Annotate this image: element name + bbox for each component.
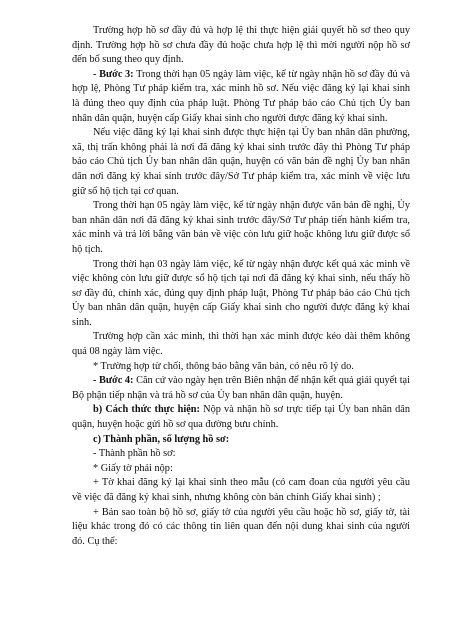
paragraph-verification-response: Trong thời hạn 05 ngày làm việc, kể từ ngày nhận được văn bản đề nghị, Ủy ban nhân dân nơi đã đăng ký khai sinh trước đây/Sở Tư pháp tiến hành kiểm tra, xác minh và trả lời bằng văn bản về việc còn lưu giữ hoặc không lưu giữ được sổ hộ tịch.: [72, 200, 410, 255]
paragraph-method: b) Cách thức thực hiện: Nộp và nhận hồ sơ trực tiếp tại Ủy ban nhân dân quận, huyện hoặc gửi hồ sơ qua đường bưu chính.: [72, 404, 410, 431]
paragraph-step-4: - Bước 4: Căn cứ vào ngày hẹn trên Biên nhận để nhận kết quả giải quyết tại Bộ phận tiếp nhận và trả hồ sơ của Ủy ban nhân dân quận, huyện.: [72, 375, 410, 401]
paragraph-extension: Trường hợp cần xác minh, thì thời hạn xác minh được kéo dài thêm không quá 08 ngày làm việc.: [72, 331, 410, 358]
paragraph-refusal: * Trường hợp từ chối, thông báo bằng văn bản, có nêu rõ lý do.: [93, 360, 354, 372]
paragraph-issue-certificate: Trong thời hạn 03 ngày làm việc, kể từ ngày nhận được kết quả xác minh về việc không còn lưu giữ được sổ hộ tịch tại nơi đã đăng ký khai sinh, nếu thấy hồ sơ đầy đủ, chính xác, đúng quy định pháp luật, Phòng Tư pháp báo cáo Chủ tịch Ủy ban nhân dân quận, huyện cấp Giấy khai sinh cho người được đăng ký khai sinh.: [72, 258, 410, 328]
list-item-declaration-form: + Tờ khai đăng ký lại khai sinh theo mẫu (có cam đoan của người yêu cầu về việc đã đăng ký khai sinh, nhưng không còn bản chính Giấy khai sinh) ;: [72, 477, 410, 503]
list-item-required-papers: * Giấy tờ phải nộp:: [93, 462, 173, 474]
step-3-heading: - Bước 3:: [93, 68, 134, 80]
list-item-copies: + Bản sao toàn bộ hồ sơ, giấy tờ của người yêu cầu hoặc hồ sơ, giấy tờ, tài liệu khác trong đó có các thông tin liên quan đến nội dung khai sinh của người đó. Cụ thể:: [72, 506, 410, 547]
step-4-heading: - Bước 4:: [93, 375, 134, 387]
paragraph-other-ward-registration: Nếu việc đăng ký lại khai sinh được thực hiện tại Ủy ban nhân dân phường, xã, thị trấn không phải là nơi đã đăng ký khai sinh trước đây thì Phòng Tư pháp báo cáo Chủ tịch Ủy ban nhân dân quận, huyện có văn bản đề nghị Ủy ban nhân dân nơi đăng ký khai sinh trước đây/Sở Tư pháp kiểm tra, xác minh về việc lưu giữ sổ hộ tịch tại cơ quan.: [72, 127, 410, 197]
paragraph-complete-dossier: Trường hợp hồ sơ đầy đủ và hợp lệ thì thực hiện giải quyết hồ sơ theo quy định. Trường hợp hồ sơ chưa đầy đủ hoặc chưa hợp lệ thì mời người nộp hồ sơ đến bổ sung theo quy định.: [72, 25, 410, 66]
paragraph-step-3: - Bước 3: Trong thời hạn 05 ngày làm việc, kể từ ngày nhận hồ sơ đầy đủ và hợp lệ, Phòng Tư pháp kiểm tra, xác minh hồ sơ. Nếu việc đăng ký lại khai sinh là đúng theo quy định của pháp luật. Phòng Tư pháp báo cáo Chủ tịch Ủy ban nhân dân quận, huyện cấp Giấy khai sinh cho người được đăng ký khai sinh.: [72, 68, 410, 124]
list-item-dossier-components: - Thành phần hồ sơ:: [93, 448, 176, 460]
method-heading: b) Cách thức thực hiện:: [93, 404, 200, 416]
section-heading-dossier: c) Thành phần, số lượng hồ sơ:: [93, 433, 230, 445]
